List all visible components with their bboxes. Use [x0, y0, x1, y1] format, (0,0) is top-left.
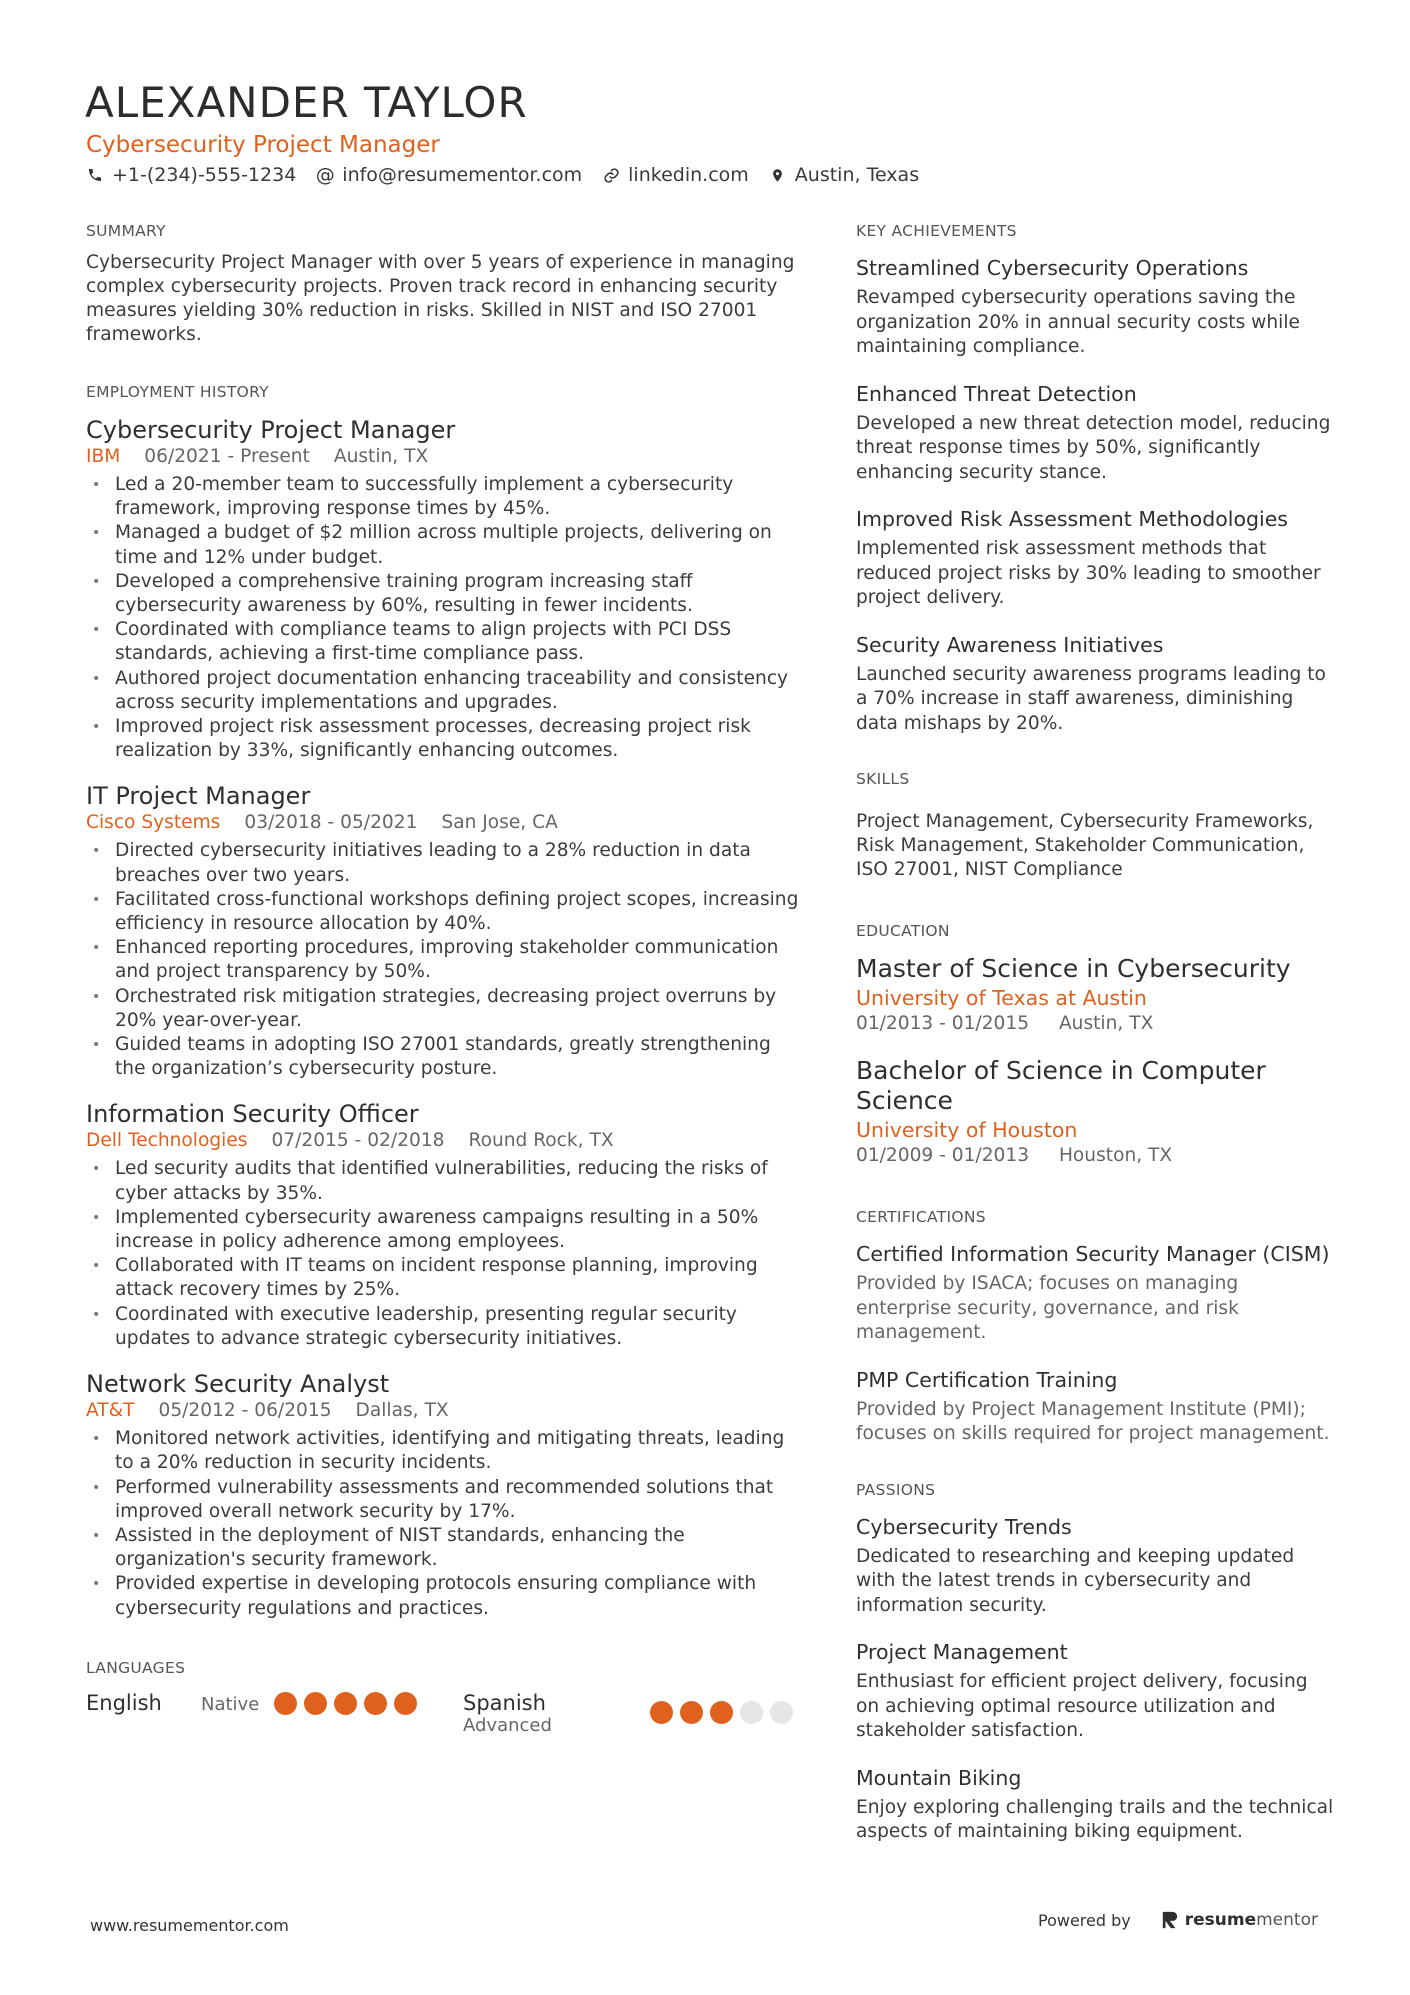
- job-entry: [86, 415, 801, 763]
- job-bullet: • Guided teams in adopting ISO 27001 standards, greatly strengthening the organization’s cybersecurity posture.: [86, 1033, 801, 1081]
- job-meta: [86, 1399, 801, 1423]
- achievement-item: [856, 380, 1336, 486]
- job-bullet: • Collaborated with IT teams on incident response planning, improving attack recovery times by 25%.: [86, 1254, 801, 1302]
- job-bullet: • Enhanced reporting procedures, improving stakeholder communication and project transparency by 50%.: [86, 936, 801, 984]
- certification-item: [856, 1366, 1336, 1447]
- job-meta: [86, 811, 801, 835]
- link-icon: [602, 166, 620, 184]
- contact-phone[interactable]: [86, 164, 296, 186]
- achievement-title: Streamlined Cybersecurity Operations: [856, 256, 1249, 280]
- job-bullet: • Implemented cybersecurity awareness campaigns resulting in a 50% increase in policy adherence among employees.: [86, 1206, 801, 1254]
- education-section: [856, 922, 1336, 1168]
- language-level: Native: [201, 1693, 260, 1715]
- summary-text: Cybersecurity Project Manager with over 5 years of experience in managing complex cybersecurity projects. Proven track record in enhancing security measures yielding 30% reduction in risks. Skilled in NIST and ISO 27001 frameworks.: [86, 252, 795, 345]
- phone-text: +1-(234)-555-1234: [112, 164, 297, 186]
- job-meta: [86, 445, 801, 469]
- job-title: Information Security Officer: [86, 1100, 419, 1129]
- brand-light: mentor: [1256, 1910, 1318, 1930]
- section-title: SUMMARY: [86, 222, 166, 240]
- job-dates: 07/2015 - 02/2018: [271, 1130, 445, 1152]
- section-title: EMPLOYMENT HISTORY: [86, 383, 269, 401]
- location-text: Austin, Texas: [794, 164, 920, 186]
- job-entry: [86, 1369, 801, 1621]
- powered-by-text: Powered by: [1038, 1910, 1131, 1930]
- achievement-desc: Launched security awareness programs leading to a 70% increase in staff awareness, diminishing data mishaps by 20%.: [856, 663, 1326, 734]
- certification-item: [856, 1240, 1336, 1346]
- rating-dot-filled: [304, 1692, 327, 1715]
- rating-dot-filled: [680, 1701, 703, 1724]
- job-bullet: • Monitored network activities, identifying and mitigating threats, leading to a 20% reduction in security incidents.: [86, 1427, 801, 1475]
- certification-title: Certified Information Security Manager (CISM): [856, 1242, 1330, 1266]
- job-entry: [86, 1099, 801, 1351]
- rating-dot-filled: [334, 1692, 357, 1715]
- job-bullet: • Coordinated with compliance teams to align projects with PCI DSS standards, achieving a first-time compliance pass.: [86, 618, 801, 666]
- contact-bar: [86, 164, 939, 186]
- section-title: LANGUAGES: [86, 1658, 186, 1677]
- language-name: Spanish: [463, 1690, 546, 1715]
- job-title: IT Project Manager: [86, 782, 311, 811]
- education-dates: 01/2013 - 01/2015: [856, 1013, 1030, 1034]
- education-meta: [856, 1144, 1336, 1168]
- job-bullet: • Coordinated with executive leadership, presenting regular security updates to advance strategic cybersecurity initiatives.: [86, 1303, 801, 1351]
- certification-desc: Provided by Project Management Institute (PMI); focuses on skills required for project management.: [856, 1398, 1330, 1444]
- rating-dot-empty: [770, 1701, 793, 1724]
- language-rating: [274, 1692, 424, 1715]
- job-meta: [86, 1129, 801, 1153]
- employment-section: [86, 383, 801, 1621]
- candidate-name: ALEXANDER TAYLOR: [85, 78, 528, 127]
- rating-dot-filled: [710, 1701, 733, 1724]
- brand-bold: resume: [1184, 1910, 1257, 1930]
- job-bullet: • Assisted in the deployment of NIST standards, enhancing the organization's security framework.: [86, 1524, 801, 1572]
- passion-title: Mountain Biking: [856, 1765, 1022, 1790]
- job-bullets: [86, 839, 801, 1081]
- job-title: Network Security Analyst: [86, 1370, 390, 1399]
- language-level: Advanced: [463, 1714, 552, 1736]
- achievement-desc: Implemented risk assessment methods that reduced project risks by 30% leading to smoother project delivery.: [856, 538, 1321, 608]
- job-dates: 05/2012 - 06/2015: [158, 1400, 332, 1422]
- phone-icon: [86, 166, 104, 184]
- languages-list: [86, 1691, 801, 1751]
- rating-dot-filled: [394, 1692, 417, 1715]
- job-bullet: • Directed cybersecurity initiatives leading to a 28% reduction in data breaches over two years.: [86, 839, 801, 887]
- passion-desc: Enjoy exploring challenging trails and the technical aspects of maintaining biking equipment.: [856, 1796, 1334, 1842]
- passion-item: [856, 1638, 1336, 1744]
- at-sign-icon: @: [315, 164, 335, 186]
- language-rating: [650, 1701, 800, 1724]
- skills-text: Project Management, Cybersecurity Frameworks, Risk Management, Stakeholder Communication, ISO 27001, NIST Compliance: [856, 811, 1314, 880]
- language-name: English: [86, 1690, 162, 1715]
- job-bullet: • Provided expertise in developing protocols ensuring compliance with cybersecurity regulations and practices.: [86, 1572, 801, 1620]
- job-dates: 06/2021 - Present: [144, 446, 310, 467]
- languages-section: [86, 1659, 801, 1751]
- company-name: AT&T: [86, 1400, 135, 1422]
- job-location: San Jose, CA: [441, 812, 558, 834]
- section-title: PASSIONS: [856, 1480, 936, 1499]
- job-bullet: • Led security audits that identified vulnerabilities, reducing the risks of cyber attacks by 35%.: [86, 1157, 801, 1205]
- passion-desc: Dedicated to researching and keeping updated with the latest trends in cybersecurity and information security.: [856, 1545, 1295, 1616]
- section-title: EDUCATION: [856, 922, 950, 940]
- location-pin-icon: [769, 166, 787, 184]
- achievement-title: Security Awareness Initiatives: [856, 632, 1164, 657]
- language-item: [463, 1691, 552, 1736]
- brand-mark-icon: [1161, 1910, 1179, 1930]
- passion-item: [856, 1764, 1336, 1845]
- achievement-title: Enhanced Threat Detection: [856, 381, 1137, 406]
- link-text: linkedin.com: [628, 164, 749, 186]
- email-text: info@resumementor.com: [342, 164, 583, 186]
- job-bullet: • Orchestrated risk mitigation strategies, decreasing project overruns by 20% year-over-year.: [86, 985, 801, 1033]
- brand-logo[interactable]: [1161, 1910, 1318, 1930]
- school-name: University of Houston: [856, 1118, 1078, 1142]
- job-bullet: • Led a 20-member team to successfully implement a cybersecurity framework, improving response times by 45%.: [86, 473, 801, 521]
- education-item: [856, 954, 1336, 1036]
- education-location: Houston, TX: [1058, 1145, 1173, 1166]
- job-bullet: • Improved project risk assessment processes, decreasing project risk realization by 33%, significantly enhancing outcomes.: [86, 715, 801, 763]
- achievement-desc: Developed a new threat detection model, reducing threat response times by 50%, significantly enhancing security stance.: [856, 412, 1331, 483]
- footer-website[interactable]: www.resumementor.com: [90, 1916, 289, 1935]
- achievements-section: [856, 222, 1336, 736]
- contact-link[interactable]: [602, 164, 749, 186]
- passion-item: [856, 1513, 1336, 1619]
- education-meta: [856, 1012, 1336, 1036]
- achievement-item: [856, 254, 1336, 360]
- language-item: [86, 1691, 162, 1715]
- footer-powered: [1038, 1910, 1318, 1930]
- job-bullets: [86, 473, 801, 763]
- job-bullets: [86, 1157, 801, 1351]
- achievement-item: [856, 505, 1336, 611]
- left-column: [86, 222, 801, 1751]
- skills-section: [856, 770, 1336, 882]
- passions-section: [856, 1481, 1336, 1845]
- section-title: SKILLS: [856, 770, 910, 788]
- job-bullets: [86, 1427, 801, 1621]
- section-title: KEY ACHIEVEMENTS: [856, 222, 1017, 240]
- contact-location: [769, 164, 919, 186]
- job-bullet: • Managed a budget of $2 million across multiple projects, delivering on time and 12% under budget.: [86, 521, 801, 569]
- job-bullet: • Performed vulnerability assessments and recommended solutions that improved overall network security by 17%.: [86, 1476, 801, 1524]
- rating-dot-filled: [274, 1692, 297, 1715]
- job-bullet: • Facilitated cross-functional workshops defining project scopes, increasing efficiency in resource allocation by 40%.: [86, 888, 801, 936]
- education-dates: 01/2009 - 01/2013: [856, 1145, 1030, 1166]
- job-location: Dallas, TX: [355, 1400, 449, 1422]
- passion-desc: Enthusiast for efficient project delivery, focusing on achieving optimal resource utilization and stakeholder satisfaction.: [856, 1671, 1308, 1741]
- certification-title: PMP Certification Training: [856, 1367, 1118, 1392]
- job-bullet: • Authored project documentation enhancing traceability and consistency across security implementations and upgrades.: [86, 667, 801, 715]
- job-dates: 03/2018 - 05/2021: [244, 812, 418, 834]
- rating-dot-empty: [740, 1701, 763, 1724]
- language-level-wrap: [201, 1694, 259, 1715]
- section-title: CERTIFICATIONS: [856, 1208, 986, 1226]
- company-name: Dell Technologies: [86, 1130, 248, 1152]
- job-location: Round Rock, TX: [468, 1130, 614, 1152]
- job-title: Cybersecurity Project Manager: [86, 416, 456, 444]
- job-location: Austin, TX: [333, 446, 429, 467]
- right-column: [856, 222, 1336, 1865]
- job-entry: [86, 781, 801, 1081]
- candidate-role: Cybersecurity Project Manager: [86, 132, 440, 158]
- contact-email[interactable]: [316, 164, 582, 186]
- company-name: IBM: [86, 446, 121, 467]
- certifications-section: [856, 1208, 1336, 1447]
- degree-title: Master of Science in Cybersecurity: [856, 954, 1291, 983]
- school-name: University of Texas at Austin: [856, 986, 1147, 1010]
- rating-dot-filled: [650, 1701, 673, 1724]
- job-bullet: • Developed a comprehensive training program increasing staff cybersecurity awareness by 60%, resulting in fewer incidents.: [86, 570, 801, 618]
- certification-desc: Provided by ISACA; focuses on managing enterprise security, governance, and risk management.: [856, 1273, 1239, 1343]
- education-location: Austin, TX: [1058, 1013, 1154, 1034]
- education-item: [856, 1056, 1336, 1168]
- achievement-item: [856, 631, 1336, 737]
- achievement-desc: Revamped cybersecurity operations saving the organization 20% in annual security costs while maintaining compliance.: [856, 287, 1300, 357]
- achievement-title: Improved Risk Assessment Methodologies: [856, 507, 1288, 531]
- passion-title: Cybersecurity Trends: [856, 1514, 1072, 1539]
- summary-section: [86, 222, 801, 347]
- company-name: Cisco Systems: [86, 812, 221, 834]
- rating-dot-filled: [364, 1692, 387, 1715]
- passion-title: Project Management: [856, 1640, 1068, 1664]
- degree-title: Bachelor of Science in Computer Science: [856, 1056, 1266, 1115]
